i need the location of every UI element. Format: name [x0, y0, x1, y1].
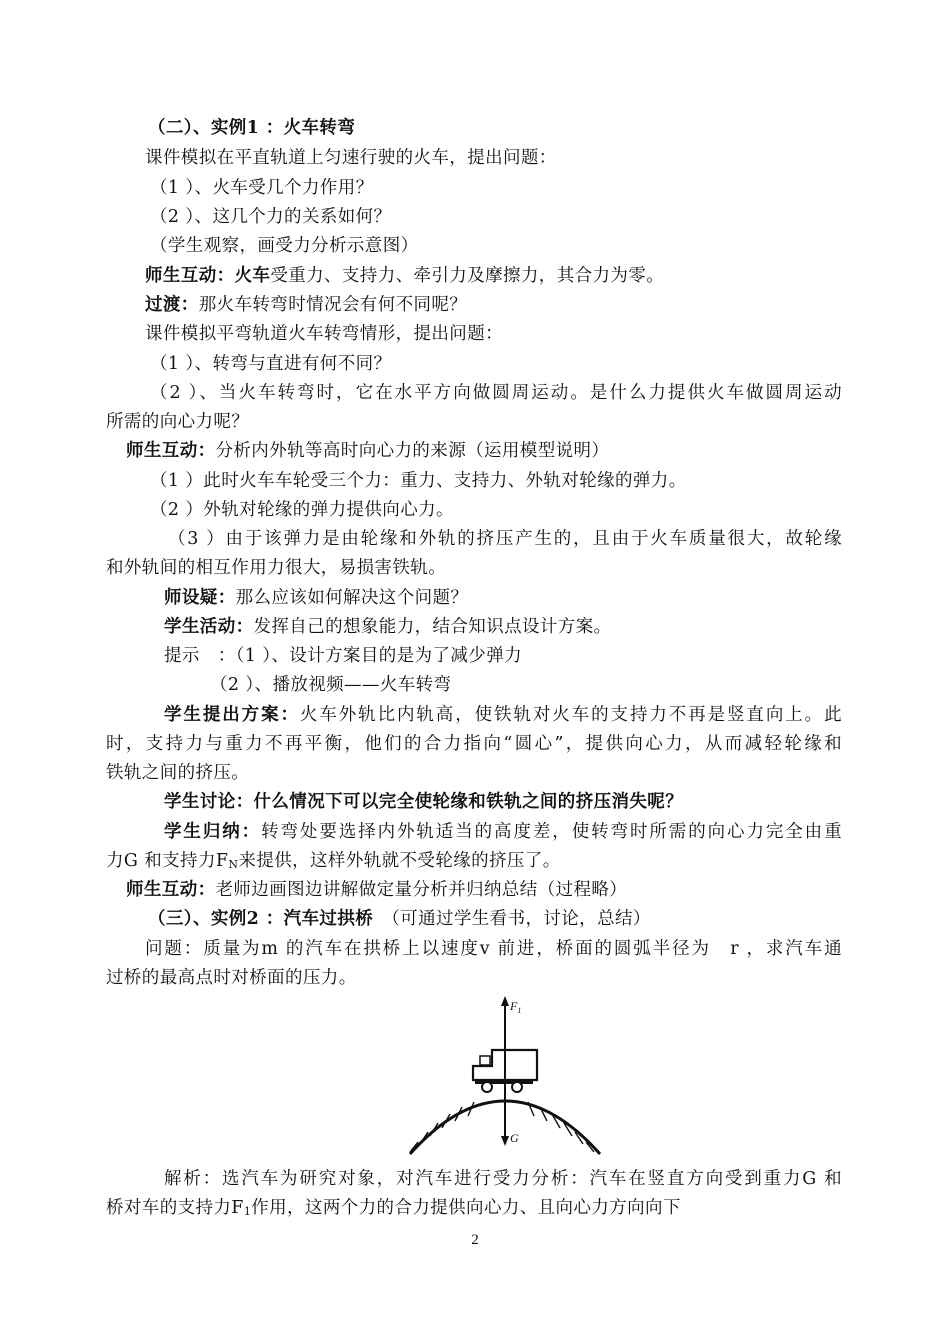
summary-line: [164, 820, 842, 844]
subscript: N: [228, 858, 239, 871]
car-wheel: [512, 1082, 522, 1092]
question-line: （1 ）、转弯与直进有何不同？: [150, 354, 392, 374]
doubt-text: 那么应该如何解决这个问题？: [235, 588, 469, 608]
paragraph-line: 课件模拟在平直轨道上匀速行驶的火车，提出问题：: [145, 148, 557, 168]
interaction-line: [126, 878, 627, 902]
analysis-line: 解析：选汽车为研究对象，对汽车进行受力分析：汽车在竖直方向受到重力G 和: [164, 1169, 842, 1189]
discussion-line: [164, 790, 683, 814]
car-wheel: [482, 1082, 492, 1092]
proposal-line-cont: 时，支持力与重力不再平衡，他们的合力指向“圆心”，提供向心力，从而减轻轮缘和: [106, 734, 842, 754]
transition-label: 过渡：: [145, 295, 199, 315]
interaction-line: [145, 264, 664, 288]
subscript: 1: [243, 1205, 252, 1218]
summary-text: 力G 和支持力F: [106, 851, 229, 871]
hint-line: 提示 ：（1 ）、设计方案目的是为了减少弹力: [164, 646, 522, 666]
discussion-label: 学生讨论：: [164, 792, 254, 812]
proposal-label: 学生提出方案：: [164, 705, 300, 725]
interaction-line: [126, 439, 609, 463]
summary-label: 学生归纳：: [164, 822, 262, 842]
question-line: （2 ）、这几个力的关系如何？: [150, 207, 392, 227]
section-heading-bridge: （三）、实例2 ：汽车过拱桥: [148, 909, 374, 929]
section-heading-train-turn: （二）、实例1 ：火车转弯: [148, 118, 356, 138]
question-line: （2 ）、当火车转弯时，它在水平方向做圆周运动。是什么力提供火车做圆周运动: [150, 383, 842, 403]
problem-line: 问题：质量为m 的汽车在拱桥上以速度v 前进，桥面的圆弧半径为 r ，求汽车通: [145, 939, 842, 959]
force-arrow-up-icon: [501, 996, 509, 1006]
analysis-line-cont: [106, 1196, 681, 1224]
interaction-text: 受重力、支持力、牵引力及摩擦力，其合力为零。: [270, 266, 665, 286]
activity-text: 发挥自己的想象能力，结合知识点设计方案。: [253, 617, 612, 637]
interaction-label: 师生互动：: [126, 441, 216, 461]
analysis-text: 作用，这两个力的合力提供向心力、且向心力方向向下: [251, 1198, 681, 1218]
point-line: （1 ）此时火车车轮受三个力：重力、支持力、外轨对轮缘的弹力。: [150, 471, 687, 491]
point-line: （2 ）外轨对轮缘的弹力提供向心力。: [150, 500, 454, 520]
analysis-text: 桥对车的支持力F: [106, 1198, 244, 1218]
activity-label: 学生活动：: [164, 617, 254, 637]
force-label-g: G: [510, 1131, 519, 1145]
question-line-cont: 所需的向心力呢？: [106, 412, 250, 432]
proposal-text: 火车外轨比内轨高，使铁轨对火车的支持力不再是竖直向上。此: [299, 705, 842, 725]
doubt-line: [164, 586, 468, 610]
bridge-force-diagram: [400, 990, 610, 1160]
problem-line-cont: 过桥的最高点时对桥面的压力。: [106, 968, 357, 988]
note-line: （学生观察，画受力分析示意图）: [150, 236, 419, 256]
interaction-text: 分析内外轨等高时向心力的来源（运用模型说明）: [215, 441, 610, 461]
summary-text: 转弯处要选择内外轨适当的高度差，使转弯时所需的向心力完全由重: [261, 822, 843, 842]
force-label-f1: $F_1$: [510, 999, 522, 1015]
hint-line: （2 ）、播放视频——火车转弯: [210, 675, 452, 695]
summary-line-cont: [106, 849, 561, 877]
point-line-cont: 和外轨间的相互作用力很大，易损害铁轨。: [106, 558, 447, 578]
page-number: 2: [471, 1232, 479, 1248]
section-heading-line: [148, 907, 651, 931]
force-arrow-down-icon: [501, 1136, 509, 1146]
proposal-line: [164, 703, 842, 727]
discussion-text: 什么情况下可以完全使轮缘和铁轨之间的挤压消失呢？: [253, 792, 684, 812]
interaction-label: 师生互动：火车: [145, 266, 271, 286]
car-window: [480, 1056, 490, 1065]
section-heading-note: （可通过学生看书，讨论，总结）: [391, 909, 651, 929]
interaction-label: 师生互动：: [126, 880, 216, 900]
point-line: （3 ）由于该弹力是由轮缘和外轨的挤压产生的，且由于火车质量很大，故轮缘: [168, 529, 842, 549]
interaction-text: 老师边画图边讲解做定量分析并归纳总结（过程略）: [215, 880, 628, 900]
activity-line: [164, 615, 612, 639]
doubt-label: 师设疑：: [164, 588, 236, 608]
proposal-line-cont: 铁轨之间的挤压。: [106, 763, 250, 783]
transition-line: [145, 293, 467, 317]
paragraph-line: 课件模拟平弯轨道火车转弯情形，提出问题：: [145, 324, 503, 344]
question-line: （1 ）、火车受几个力作用？: [150, 178, 374, 198]
transition-text: 那火车转弯时情况会有何不同呢？: [198, 295, 468, 315]
summary-text: 来提供，这样外轨就不受轮缘的挤压了。: [238, 851, 561, 871]
